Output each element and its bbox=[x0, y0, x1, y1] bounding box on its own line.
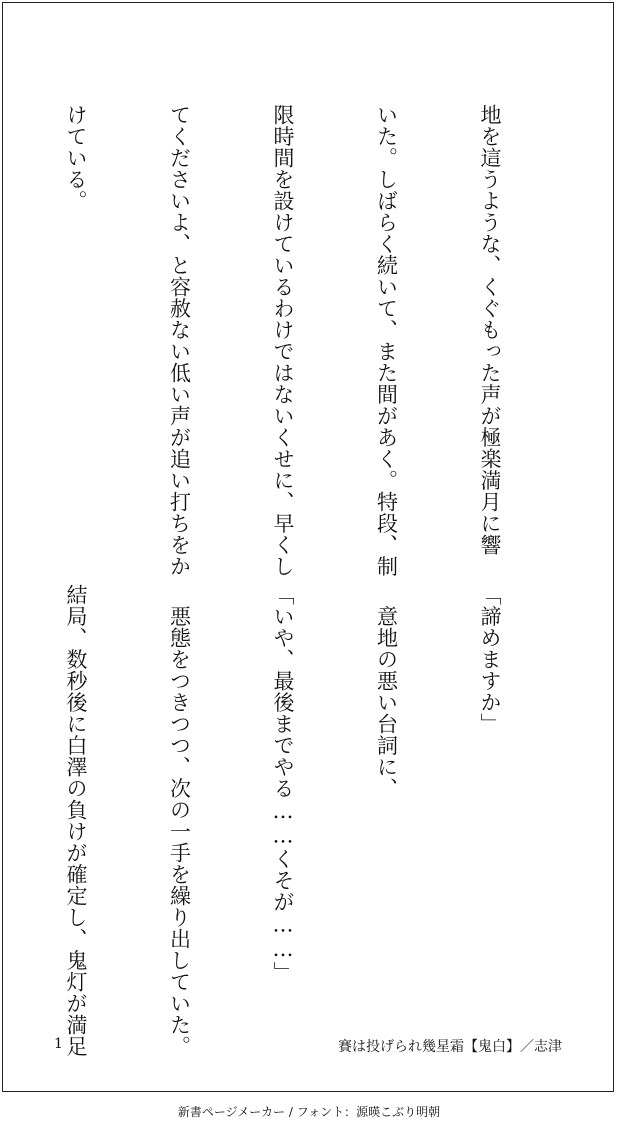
text-line: 「いや、最後までやる……くそが……」 bbox=[271, 584, 295, 983]
text-line: てくださいよ、と容赦ない低い声が追い打ちをか bbox=[167, 104, 192, 577]
text-line: 悪態をつきつつ、次の一手を繰り出していた。 bbox=[167, 584, 192, 1057]
text-block-upper bbox=[0, 104, 576, 577]
generator-credit: 新書ページメーカー / フォント：源暎こぶり明朝 bbox=[177, 1105, 441, 1119]
book-title-author: 賽は投げられ幾星霜【鬼白】／志津 bbox=[338, 1039, 562, 1055]
text-line: いた。しばらく続いて、また間があく。特段、制 bbox=[374, 104, 399, 577]
text-line: 限時間を設けているわけではないくせに、早くし bbox=[271, 104, 295, 577]
text-line: 意地の悪い台詞に、 bbox=[374, 584, 399, 799]
text-line: 結局、数秒後に白澤の負けが確定し、鬼灯が満足 bbox=[64, 584, 88, 1057]
text-line: けている。 bbox=[64, 104, 88, 212]
text-line: 「諦めますか」 bbox=[478, 584, 502, 735]
page-number: 1 bbox=[54, 1036, 63, 1052]
text-line: 地を這うような、くぐもった声が極楽満月に響 bbox=[478, 104, 502, 556]
